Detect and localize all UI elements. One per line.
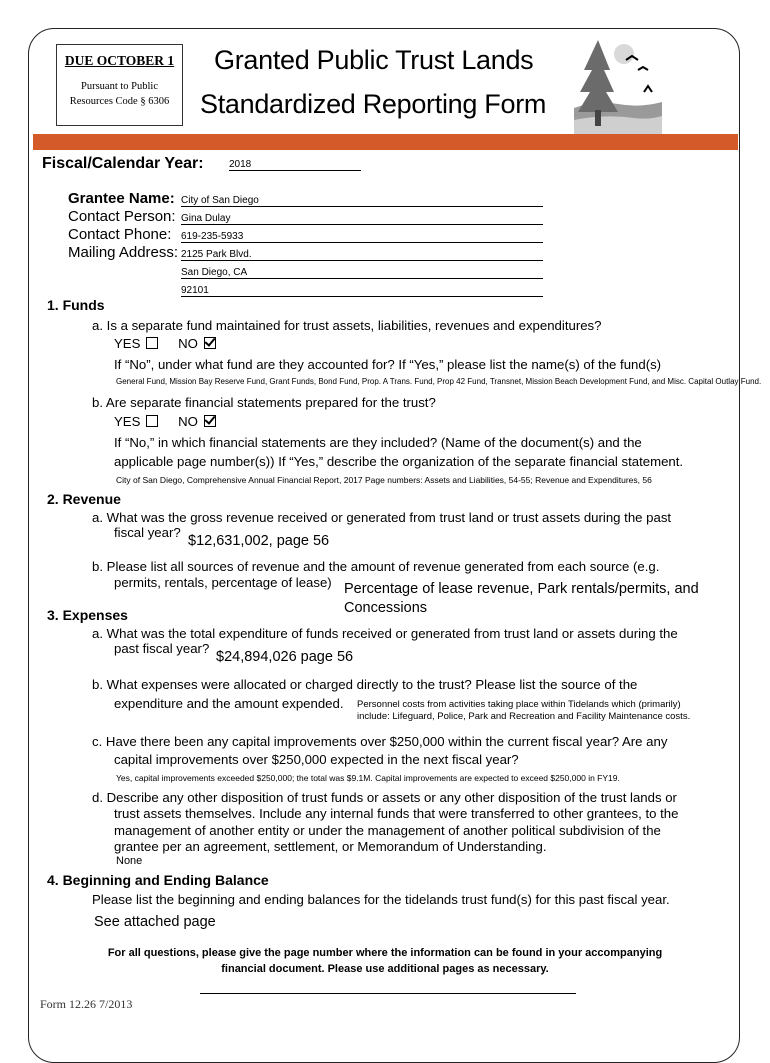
contact-person-field[interactable] — [181, 208, 543, 225]
form-id: Form 12.26 7/2013 — [40, 997, 133, 1011]
balance-answer[interactable]: See attached page — [94, 914, 216, 930]
contact-phone-value: 619-235-5933 — [181, 231, 244, 242]
expenses-b-answer-2[interactable]: include: Lifeguard, Police, Park and Recreation and Facility Maintenance costs. — [357, 711, 691, 722]
funds-a-answer[interactable]: General Fund, Mission Bay Reserve Fund, Grant Funds, Bond Fund, Prop. A Trans. Fund, Prop 42 Fund, Transnet, Mission Beach Development Fund, and Misc. Capital Outlay Fund. — [116, 377, 762, 386]
expenses-question-a-2: past fiscal year? — [114, 641, 210, 656]
funds-b-followup-2: applicable page number(s)) If “Yes,” describe the organization of the separate financial statement. — [114, 454, 684, 469]
mailing-address-line2: San Diego, CA — [181, 267, 248, 278]
grantee-name-field[interactable] — [181, 190, 543, 207]
pursuant-note: Pursuant to Public Resources Code § 6306 — [69, 81, 170, 107]
section-balance-heading: 4. Beginning and Ending Balance — [47, 872, 269, 888]
revenue-a-answer[interactable]: $12,631,002, page 56 — [188, 533, 330, 549]
section-revenue-heading: 2. Revenue — [47, 491, 121, 507]
revenue-b-answer-2[interactable]: Concessions — [344, 600, 428, 616]
expenses-question-c-2: capital improvements over $250,000 expected in the next fiscal year? — [114, 752, 519, 767]
contact-person-label: Contact Person: — [68, 208, 176, 225]
section-expenses-heading: 3. Expenses — [47, 607, 128, 623]
mailing-address-field-3[interactable] — [181, 280, 543, 297]
accent-bar — [33, 134, 738, 150]
tree-and-birds-logo-icon — [574, 30, 662, 134]
expenses-question-d-1: d. Describe any other disposition of trust funds or assets or any other disposition of the trust lands or — [92, 790, 677, 805]
expenses-question-c-1: c. Have there been any capital improvements over $250,000 within the current fiscal year? Are any — [92, 734, 668, 749]
expenses-question-b-1: b. What expenses were allocated or charged directly to the trust? Please list the source of the — [92, 677, 638, 692]
mailing-address-field-1[interactable] — [181, 244, 543, 261]
expenses-question-d-4: grantee per an agreement, settlement, or Memorandum of Understanding. — [114, 839, 547, 854]
revenue-b-answer-1[interactable]: Percentage of lease revenue, Park rentals/permits, and — [344, 581, 699, 597]
expenses-a-answer[interactable]: $24,894,026 page 56 — [216, 649, 354, 665]
form-title-line2: Standardized Reporting Form — [200, 89, 547, 119]
expenses-question-b-2: expenditure and the amount expended. — [114, 696, 344, 711]
expenses-b-answer-1[interactable]: Personnel costs from activities taking place within Tidelands which (primarily) — [357, 699, 681, 710]
expenses-question-d-2: trust assets themselves. Include any internal funds that were transferred to other grantees, to the — [114, 806, 679, 821]
expenses-d-answer[interactable]: None — [116, 855, 143, 867]
fiscal-year-label: Fiscal/Calendar Year: — [42, 155, 204, 172]
footer-note-1: For all questions, please give the page number where the information can be found in your accompanying — [107, 947, 663, 959]
grantee-name-value: City of San Diego — [181, 195, 259, 206]
balance-question: Please list the beginning and ending balances for the tidelands trust fund(s) for this past fiscal year. — [92, 892, 670, 907]
revenue-question-a-2: fiscal year? — [114, 525, 181, 540]
revenue-question-a-1: a. What was the gross revenue received or generated from trust land or trust assets during the past — [92, 510, 672, 525]
fiscal-year-value: 2018 — [229, 159, 252, 170]
funds-a-options: YES NO — [114, 335, 216, 353]
footer-rule — [200, 993, 576, 994]
funds-b-yes-checkbox[interactable] — [146, 415, 158, 427]
footer-note-2: financial document. Please use additional pages as necessary. — [221, 963, 549, 975]
expenses-question-d-3: management of another entity or under the management of another political subdivision of the — [114, 823, 661, 838]
contact-person-value: Gina Dulay — [181, 213, 231, 224]
contact-phone-field[interactable] — [181, 226, 543, 243]
contact-phone-label: Contact Phone: — [68, 226, 172, 243]
funds-a-followup: If “No”, under what fund are they accounted for? If “Yes,” please list the name(s) of the fund(s) — [114, 357, 662, 372]
revenue-question-b-1: b. Please list all sources of revenue and the amount of revenue generated from each source (e.g. — [92, 559, 660, 574]
funds-a-yes-checkbox[interactable] — [146, 337, 158, 349]
expenses-c-answer[interactable]: Yes, capital improvements exceeded $250,000; the total was $9.1M. Capital improvements are expected to exceed $250,000 in FY19. — [116, 773, 620, 783]
revenue-question-b-2: permits, rentals, percentage of lease) — [114, 575, 332, 590]
form-title-line1: Granted Public Trust Lands — [214, 45, 534, 75]
funds-b-answer[interactable]: City of San Diego, Comprehensive Annual Financial Report, 2017 Page numbers: Assets and Liabilities, 54-55; Revenue and Expenditures, 56 — [116, 475, 652, 485]
mailing-address-field-2[interactable] — [181, 262, 543, 279]
fiscal-year-field[interactable] — [229, 154, 361, 171]
funds-a-no-checkbox[interactable] — [204, 337, 216, 349]
mailing-address-line3: 92101 — [181, 285, 209, 296]
expenses-question-a-1: a. What was the total expenditure of funds received or generated from trust land or assets during the — [92, 626, 678, 641]
mailing-address-line1: 2125 Park Blvd. — [181, 249, 252, 260]
mailing-address-label: Mailing Address: — [68, 244, 179, 261]
funds-question-a: a. Is a separate fund maintained for trust assets, liabilities, revenues and expenditures? — [92, 318, 602, 333]
grantee-name-label: Grantee Name: — [68, 190, 175, 207]
funds-b-no-checkbox[interactable] — [204, 415, 216, 427]
due-date: DUE OCTOBER 1 — [64, 53, 175, 68]
funds-b-followup-1: If “No,” in which financial statements are they included? (Name of the document(s) and the — [114, 435, 642, 450]
section-funds-heading: 1. Funds — [47, 297, 105, 313]
funds-b-options: YES NO — [114, 413, 216, 431]
funds-question-b: b. Are separate financial statements prepared for the trust? — [92, 395, 436, 410]
due-date-box — [56, 44, 183, 126]
